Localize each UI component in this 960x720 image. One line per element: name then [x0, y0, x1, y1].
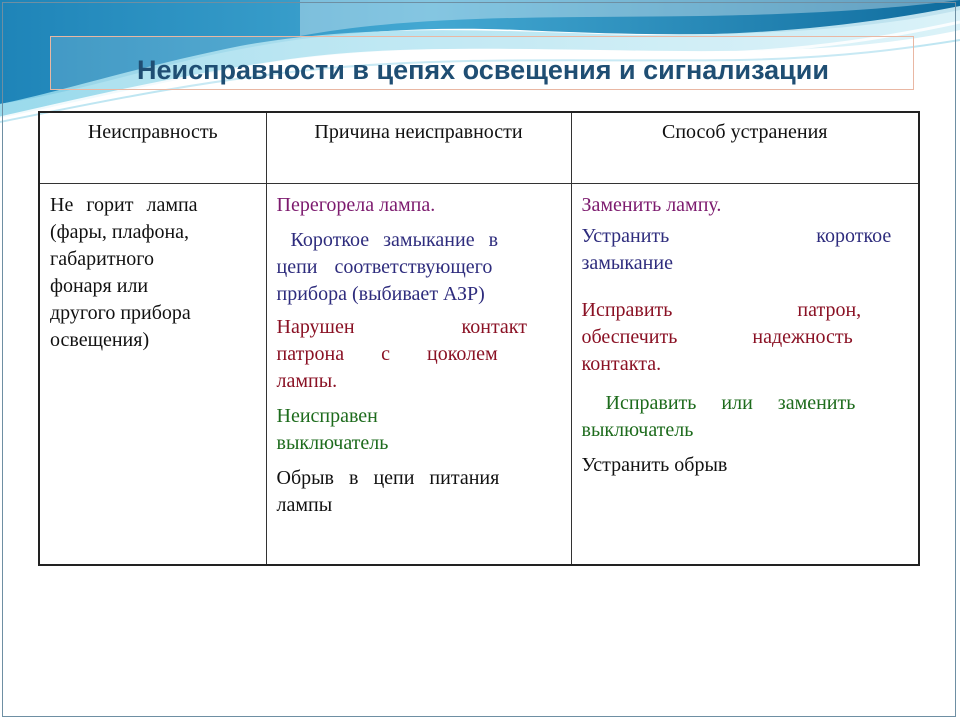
- cause-cell: [266, 184, 571, 566]
- fault-line: фонаря или: [50, 275, 149, 297]
- remedy-fix-contact: [582, 297, 909, 378]
- slide-title: Неисправности в цепях освещения и сигнализации: [137, 55, 829, 85]
- remedy-line: Исправить или заменить: [605, 392, 856, 414]
- cause-line: Неисправен: [276, 405, 378, 427]
- remedy-line: Исправить патрон,: [581, 299, 862, 321]
- cause-line: прибора (выбивает АЗР): [276, 283, 485, 305]
- cause-line: патрона с цоколем: [276, 343, 498, 365]
- cause-contact: [277, 314, 561, 395]
- remedy-line: контакта.: [581, 353, 662, 375]
- fault-line: другого прибора: [50, 302, 191, 324]
- fault-line: освещения): [50, 329, 150, 351]
- fault-line: габаритного: [50, 248, 154, 270]
- cause-switch: [277, 403, 561, 457]
- table-header-row: [39, 112, 919, 184]
- remedy-fix-short: [582, 223, 909, 277]
- fault-cell: [39, 184, 266, 566]
- remedy-line: обеспечить надежность: [581, 326, 853, 348]
- cause-line: Обрыв в цепи питания: [276, 467, 500, 489]
- remedy-fix-break: Устранить обрыв: [581, 454, 728, 476]
- cause-line: выключатель: [276, 432, 389, 454]
- header-fault: Неисправность: [39, 112, 266, 184]
- remedy-line: замыкание: [581, 252, 673, 274]
- cause-line: лампы: [276, 494, 333, 516]
- cause-line: Короткое замыкание в: [290, 229, 499, 251]
- header-remedy: Способ устранения: [571, 112, 919, 184]
- title-box: [50, 36, 914, 90]
- table-row: [39, 184, 919, 566]
- cause-line: Нарушен контакт: [276, 316, 527, 338]
- remedy-replace-lamp: Заменить лампу.: [581, 194, 722, 216]
- header-cause: Причина неисправности: [266, 112, 571, 184]
- fault-text: [50, 192, 256, 354]
- cause-break: [277, 465, 561, 519]
- faults-table: [38, 111, 920, 566]
- remedy-fix-switch: [582, 390, 909, 444]
- cause-line: цепи соответствующего: [276, 256, 493, 278]
- remedy-line: Устранить короткое: [581, 225, 892, 247]
- cause-line: лампы.: [276, 370, 338, 392]
- cause-burnt-lamp: Перегорела лампа.: [276, 194, 436, 216]
- fault-line: Не горит лампа: [50, 194, 198, 216]
- remedy-line: выключатель: [581, 419, 694, 441]
- cause-short-circuit: [277, 227, 561, 308]
- remedy-cell: [571, 184, 919, 566]
- fault-line: (фары, плафона,: [50, 221, 190, 243]
